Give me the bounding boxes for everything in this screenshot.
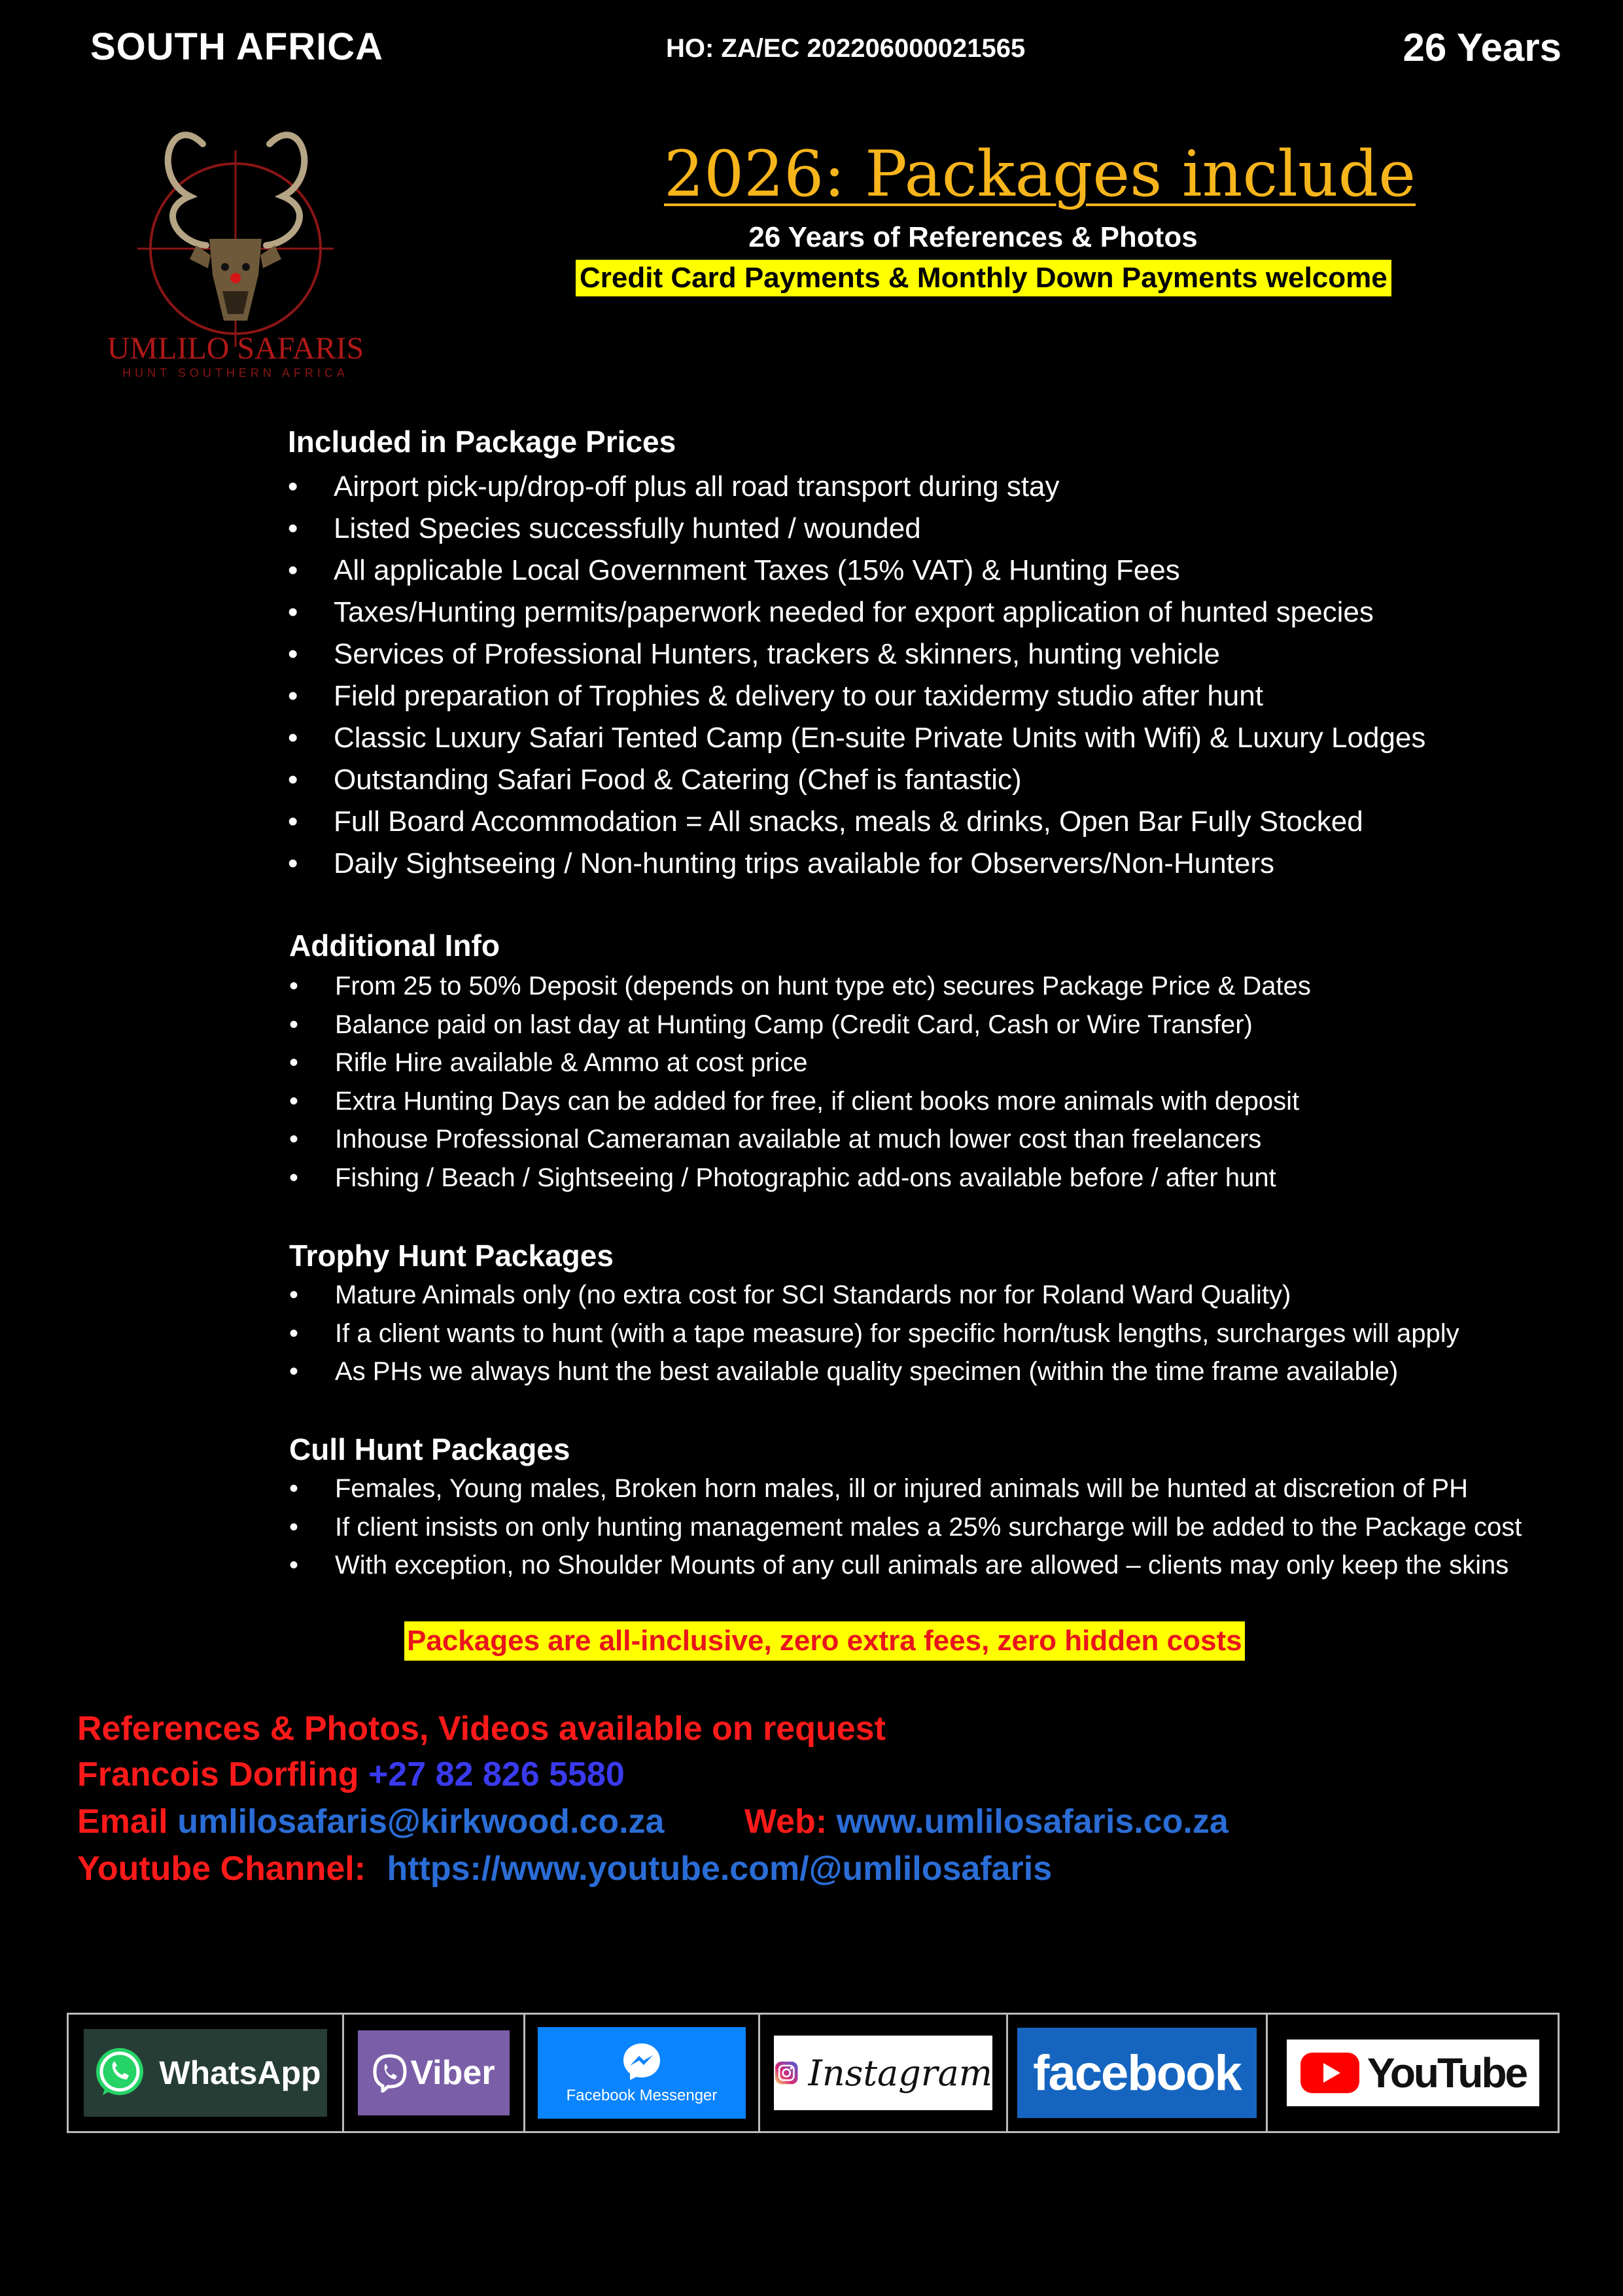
instagram-button[interactable] bbox=[774, 2036, 992, 2110]
list-item: • With exception, no Shoulder Mounts of any cull animals are allowed – clients may only keep the skins bbox=[289, 1546, 1522, 1585]
list-item: • Extra Hunting Days can be added for free, if client books more animals with deposit bbox=[289, 1082, 1311, 1121]
list-item: • Listed Species successfully hunted / wounded bbox=[288, 508, 1425, 550]
contact-name: Francois Dorfling bbox=[77, 1756, 359, 1793]
youtube-link[interactable]: https://www.youtube.com/@umlilosafaris bbox=[387, 1850, 1053, 1888]
registration-number: HO: ZA/EC 202206000021565 bbox=[666, 34, 1026, 63]
list-item: • Classic Luxury Safari Tented Camp (En-suite Private Units with Wifi) & Luxury Lodges bbox=[288, 717, 1425, 759]
list-item: • If client insists on only hunting management males a 25% surcharge will be added to the Package cost bbox=[289, 1508, 1522, 1547]
contact-phone-line bbox=[77, 1755, 625, 1794]
social-cell bbox=[1008, 2015, 1268, 2131]
facebook-button[interactable] bbox=[1017, 2028, 1257, 2118]
social-cell bbox=[69, 2015, 344, 2131]
contact-web-line bbox=[744, 1802, 1229, 1841]
youtube-label: YouTube bbox=[1367, 2049, 1527, 2096]
all-inclusive-highlight: Packages are all-inclusive, zero extra fees, zero hidden costs bbox=[404, 1621, 1245, 1661]
social-cell bbox=[760, 2015, 1008, 2131]
email-link[interactable]: umlilosafaris@kirkwood.co.za bbox=[177, 1803, 665, 1841]
references-subtitle: 26 Years of References & Photos bbox=[748, 221, 1198, 253]
logo-brand-name: UMLILO SAFARIS bbox=[107, 331, 364, 366]
list-item: • Fishing / Beach / Sightseeing / Photographic add-ons available before / after hunt bbox=[289, 1159, 1311, 1197]
social-icons-bar bbox=[67, 2013, 1560, 2133]
viber-button[interactable] bbox=[358, 2030, 510, 2115]
list-item: • If a client wants to hunt (with a tape measure) for specific horn/tusk lengths, surcharges will apply bbox=[289, 1315, 1459, 1353]
years-label: 26 Years bbox=[1403, 26, 1562, 69]
youtube-button[interactable] bbox=[1287, 2040, 1539, 2106]
list-item: • Females, Young males, Broken horn males, ill or injured animals will be hunted at discretion of PH bbox=[289, 1470, 1522, 1508]
web-link[interactable]: www.umlilosafaris.co.za bbox=[836, 1803, 1229, 1841]
social-cell bbox=[344, 2015, 525, 2131]
whatsapp-icon bbox=[90, 2043, 150, 2103]
list-item: • Daily Sightseeing / Non-hunting trips available for Observers/Non-Hunters bbox=[288, 843, 1425, 885]
social-cell bbox=[1268, 2015, 1558, 2131]
list-item: • As PHs we always hunt the best available quality specimen (within the time frame available) bbox=[289, 1352, 1459, 1391]
facebook-label: facebook bbox=[1033, 2045, 1241, 2101]
contact-youtube-line bbox=[77, 1849, 1052, 1888]
messenger-button[interactable] bbox=[538, 2027, 746, 2119]
list-item: • Inhouse Professional Cameraman available at much lower cost than freelancers bbox=[289, 1120, 1311, 1159]
web-label: Web: bbox=[744, 1803, 828, 1841]
list-item: • Services of Professional Hunters, trackers & skinners, hunting vehicle bbox=[288, 633, 1425, 675]
list-item: • Airport pick-up/drop-off plus all road transport during stay bbox=[288, 466, 1425, 508]
list-item: • Taxes/Hunting permits/paperwork needed for export application of hunted species bbox=[288, 592, 1425, 633]
additional-list bbox=[289, 967, 1311, 1197]
list-item: • Rifle Hire available & Ammo at cost price bbox=[289, 1044, 1311, 1082]
list-item: • Balance paid on last day at Hunting Camp (Credit Card, Cash or Wire Transfer) bbox=[289, 1006, 1311, 1044]
viber-icon bbox=[372, 2053, 408, 2093]
references-note: References & Photos, Videos available on request bbox=[77, 1710, 886, 1748]
payment-highlight: Credit Card Payments & Monthly Down Payments welcome bbox=[576, 260, 1391, 296]
whatsapp-button[interactable] bbox=[84, 2029, 327, 2117]
email-label: Email bbox=[77, 1803, 168, 1841]
logo-tagline: HUNT SOUTHERN AFRICA bbox=[122, 366, 349, 380]
instagram-label: Instagram bbox=[808, 2052, 992, 2094]
included-list bbox=[288, 466, 1425, 885]
list-item: • Outstanding Safari Food & Catering (Chef is fantastic) bbox=[288, 759, 1425, 801]
list-item: • From 25 to 50% Deposit (depends on hunt type etc) secures Package Price & Dates bbox=[289, 967, 1311, 1006]
messenger-label: Facebook Messenger bbox=[566, 2087, 718, 2104]
list-item: • All applicable Local Government Taxes (15% VAT) & Hunting Fees bbox=[288, 550, 1425, 592]
cull-heading: Cull Hunt Packages bbox=[289, 1432, 570, 1466]
youtube-label: Youtube Channel: bbox=[77, 1850, 366, 1888]
trophy-heading: Trophy Hunt Packages bbox=[289, 1239, 614, 1273]
whatsapp-label: WhatsApp bbox=[159, 2055, 321, 2091]
included-heading: Included in Package Prices bbox=[288, 425, 676, 459]
messenger-icon bbox=[621, 2041, 663, 2083]
country-label: SOUTH AFRICA bbox=[90, 26, 384, 68]
youtube-play-icon bbox=[1299, 2051, 1361, 2094]
list-item: • Field preparation of Trophies & delivery to our taxidermy studio after hunt bbox=[288, 675, 1425, 717]
list-item: • Mature Animals only (no extra cost for SCI Standards nor for Roland Ward Quality) bbox=[289, 1276, 1459, 1315]
page-title: 2026: Packages include bbox=[664, 137, 1416, 211]
phone-link[interactable]: +27 82 826 5580 bbox=[368, 1756, 625, 1793]
social-cell bbox=[525, 2015, 760, 2131]
cull-list bbox=[289, 1470, 1522, 1585]
contact-email-line bbox=[77, 1802, 664, 1841]
viber-label: Viber bbox=[410, 2054, 495, 2092]
instagram-icon bbox=[774, 2048, 799, 2098]
additional-heading: Additional Info bbox=[289, 928, 500, 963]
list-item: • Full Board Accommodation = All snacks, meals & drinks, Open Bar Fully Stocked bbox=[288, 801, 1425, 843]
trophy-list bbox=[289, 1276, 1459, 1391]
